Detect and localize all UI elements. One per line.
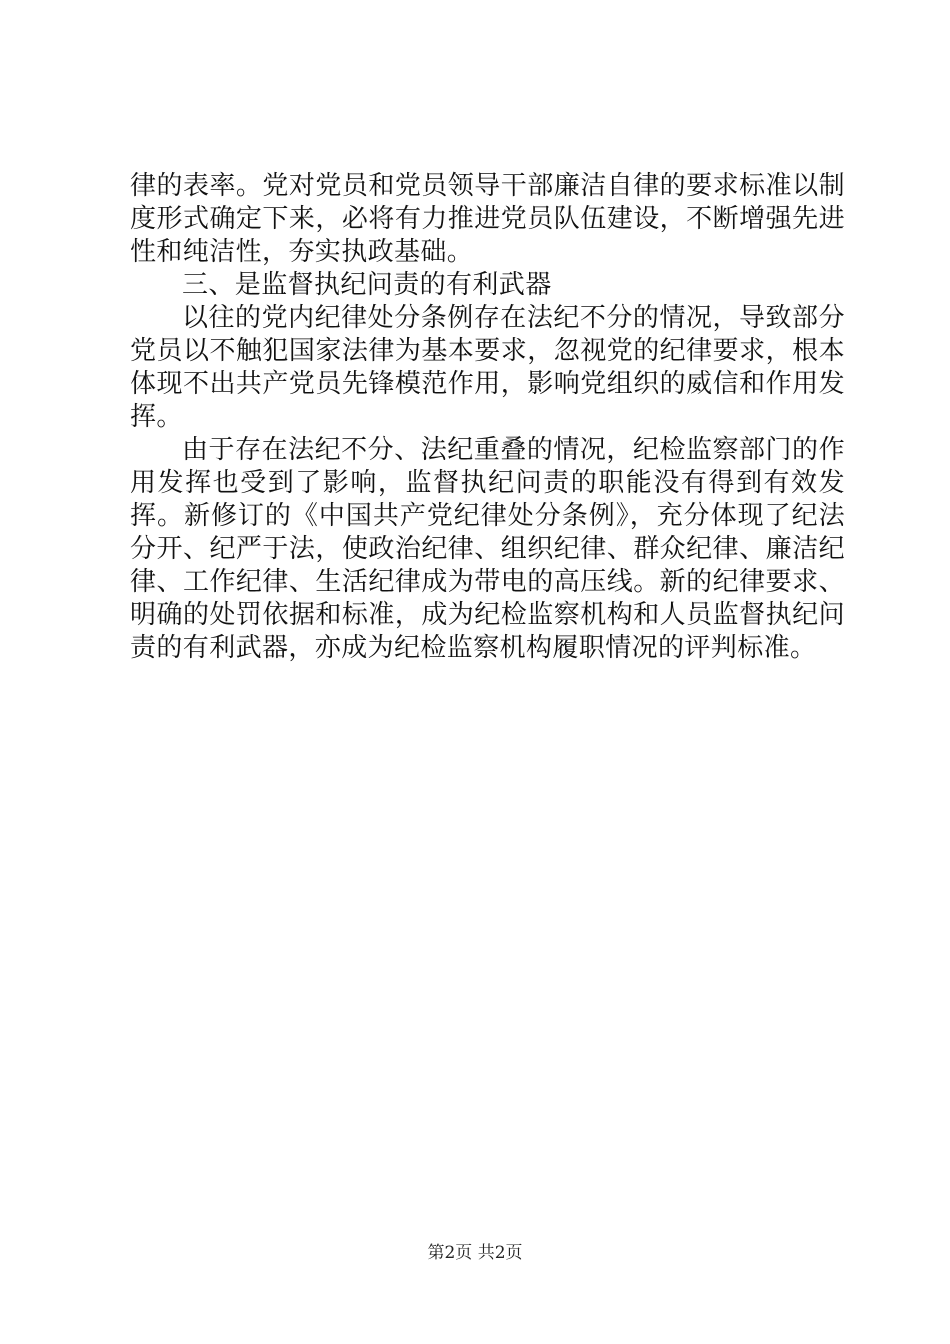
- section-heading: 三、是监督执纪问责的有利武器: [182, 270, 552, 300]
- paragraph-continuation: 律的表率。党对党员和党员领导干部廉洁自律的要求标准以制度形式确定下来，必将有力推进党员队伍建设，不断增强先进性和纯洁性，夯实执政基础。: [130, 171, 845, 267]
- page-footer: 第2页 共2页: [427, 1243, 523, 1263]
- paragraph-new-regulations: 由于存在法纪不分、法纪重叠的情况，纪检监察部门的作用发挥也受到了影响，监督执纪问责的职能没有得到有效发挥。新修订的《中国共产党纪律处分条例》，充分体现了纪法分开、纪严于法，使政治纪律、组织纪律、群众纪律、廉洁纪律、工作纪律、生活纪律成为带电的高压线。新的纪律要求、明确的处罚依据和标准，成为纪检监察机构和人员监督执纪问责的有利武器，亦成为纪检监察机构履职情况的评判标准。: [130, 435, 845, 663]
- paragraph-past-regulations: 以往的党内纪律处分条例存在法纪不分的情况，导致部分党员以不触犯国家法律为基本要求，忽视党的纪律要求，根本体现不出共产党员先锋模范作用，影响党组织的威信和作用发挥。: [130, 303, 845, 432]
- document-body: [130, 170, 845, 665]
